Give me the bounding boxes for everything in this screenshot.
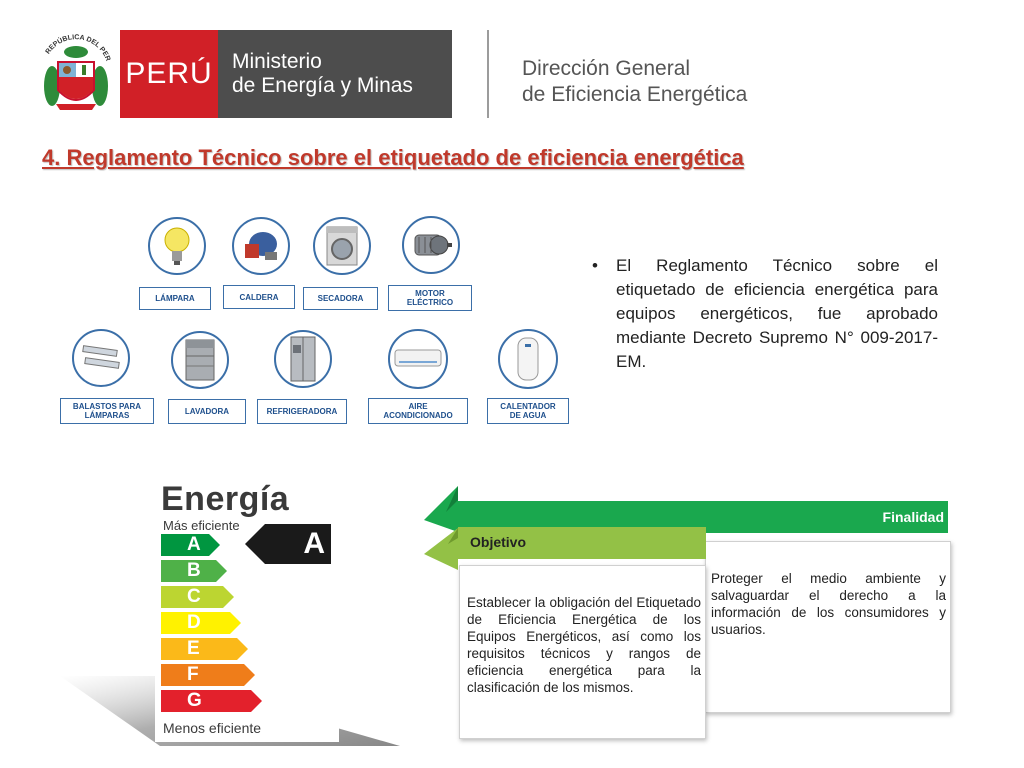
finalidad-box xyxy=(705,541,951,713)
ministry-line2: de Energía y Minas xyxy=(232,74,413,97)
washer-icon xyxy=(171,331,229,389)
air-conditioner-icon xyxy=(388,329,448,389)
appliance-label-line2: ACONDICIONADO xyxy=(383,411,453,420)
dryer-icon xyxy=(313,217,371,275)
appliance-label: CALDERA xyxy=(223,285,295,309)
direction-line2: de Eficiencia Energética xyxy=(522,83,748,106)
peru-coat-of-arms-logo xyxy=(36,30,116,116)
ballast-icon xyxy=(72,329,130,387)
objetivo-label: Objetivo xyxy=(470,534,527,550)
direction-line1: Dirección General xyxy=(522,57,691,80)
appliance-label: SECADORA xyxy=(303,287,378,310)
energy-class-bar-c: C xyxy=(161,586,223,608)
country-label: PERÚ xyxy=(125,57,213,90)
appliance-label-line1: MOTOR xyxy=(415,289,445,298)
refrigerator-icon xyxy=(274,330,332,388)
energy-class-bar-b: B xyxy=(161,560,216,582)
water-heater-icon xyxy=(498,329,558,389)
appliance-label: LÁMPARA xyxy=(139,287,211,310)
energy-class-bar-d: D xyxy=(161,612,230,634)
energy-label-less-efficient: Menos eficiente xyxy=(163,720,262,736)
energy-class-bar-a: A xyxy=(161,534,209,556)
appliance-label-line1: CALENTADOR xyxy=(500,402,556,411)
energy-efficiency-label xyxy=(155,480,339,742)
ministry-brand-box xyxy=(218,30,452,118)
objetivo-arrow xyxy=(424,524,458,570)
energy-class-bar-g: G xyxy=(161,690,251,712)
energy-class-bar-f: F xyxy=(161,664,244,686)
objetivo-box xyxy=(459,565,706,739)
direction-name xyxy=(522,56,747,108)
header-divider xyxy=(487,30,489,118)
lamp-icon xyxy=(148,217,206,275)
boiler-icon xyxy=(232,217,290,275)
appliance-label-line2: ELÉCTRICO xyxy=(406,298,454,307)
finalidad-label: Finalidad xyxy=(882,509,944,525)
appliance-label: REFRIGERADORA xyxy=(257,399,347,424)
appliance-label-line2: LÁMPARAS xyxy=(84,411,130,420)
appliance-label xyxy=(487,398,569,424)
appliance-label: LAVADORA xyxy=(168,399,246,424)
appliance-label xyxy=(388,285,472,311)
energy-class-indicator-letter: A xyxy=(303,527,325,560)
appliance-label-line2: DE AGUA xyxy=(509,411,547,420)
energy-class-bar-e: E xyxy=(161,638,237,660)
peru-brand-box xyxy=(120,30,218,118)
objetivo-header xyxy=(458,527,706,559)
appliance-label xyxy=(368,398,468,424)
finalidad-text: Proteger el medio ambiente y salvaguardar el derecho a la información de los consumidores y usuarios. xyxy=(711,571,946,637)
energy-class-indicator xyxy=(265,524,331,564)
objetivo-text: Establecer la obligación del Etiquetado de Eficiencia Energética de los Equipos Energéticos, así como los requisitos técnicos y rangos de eficiencia energética para la clasificación de los mismos. xyxy=(467,595,701,695)
appliance-label-line1: BALASTOS PARA xyxy=(72,402,142,411)
bullet-text: El Reglamento Técnico sobre el etiquetado de eficiencia energética para equipos energéticos, fue aprobado mediante Decreto Supremo N° 009-2017-EM. xyxy=(616,256,938,371)
bullet-marker: • xyxy=(592,256,598,275)
ministry-line1: Ministerio xyxy=(232,50,322,73)
bullet-paragraph xyxy=(592,254,938,374)
appliance-label-line1: AIRE xyxy=(408,402,428,411)
energy-label-more-efficient: Más eficiente xyxy=(163,518,240,533)
appliance-label xyxy=(60,398,154,424)
energy-label-title: Energía xyxy=(161,480,290,518)
svg-text:REPÚBLICA DEL PERÚ: REPÚBLICA DEL PER xyxy=(44,34,112,63)
slide-title: 4. Reglamento Técnico sobre el etiquetado de eficiencia energética xyxy=(42,145,744,170)
electric-motor-icon xyxy=(402,216,460,274)
